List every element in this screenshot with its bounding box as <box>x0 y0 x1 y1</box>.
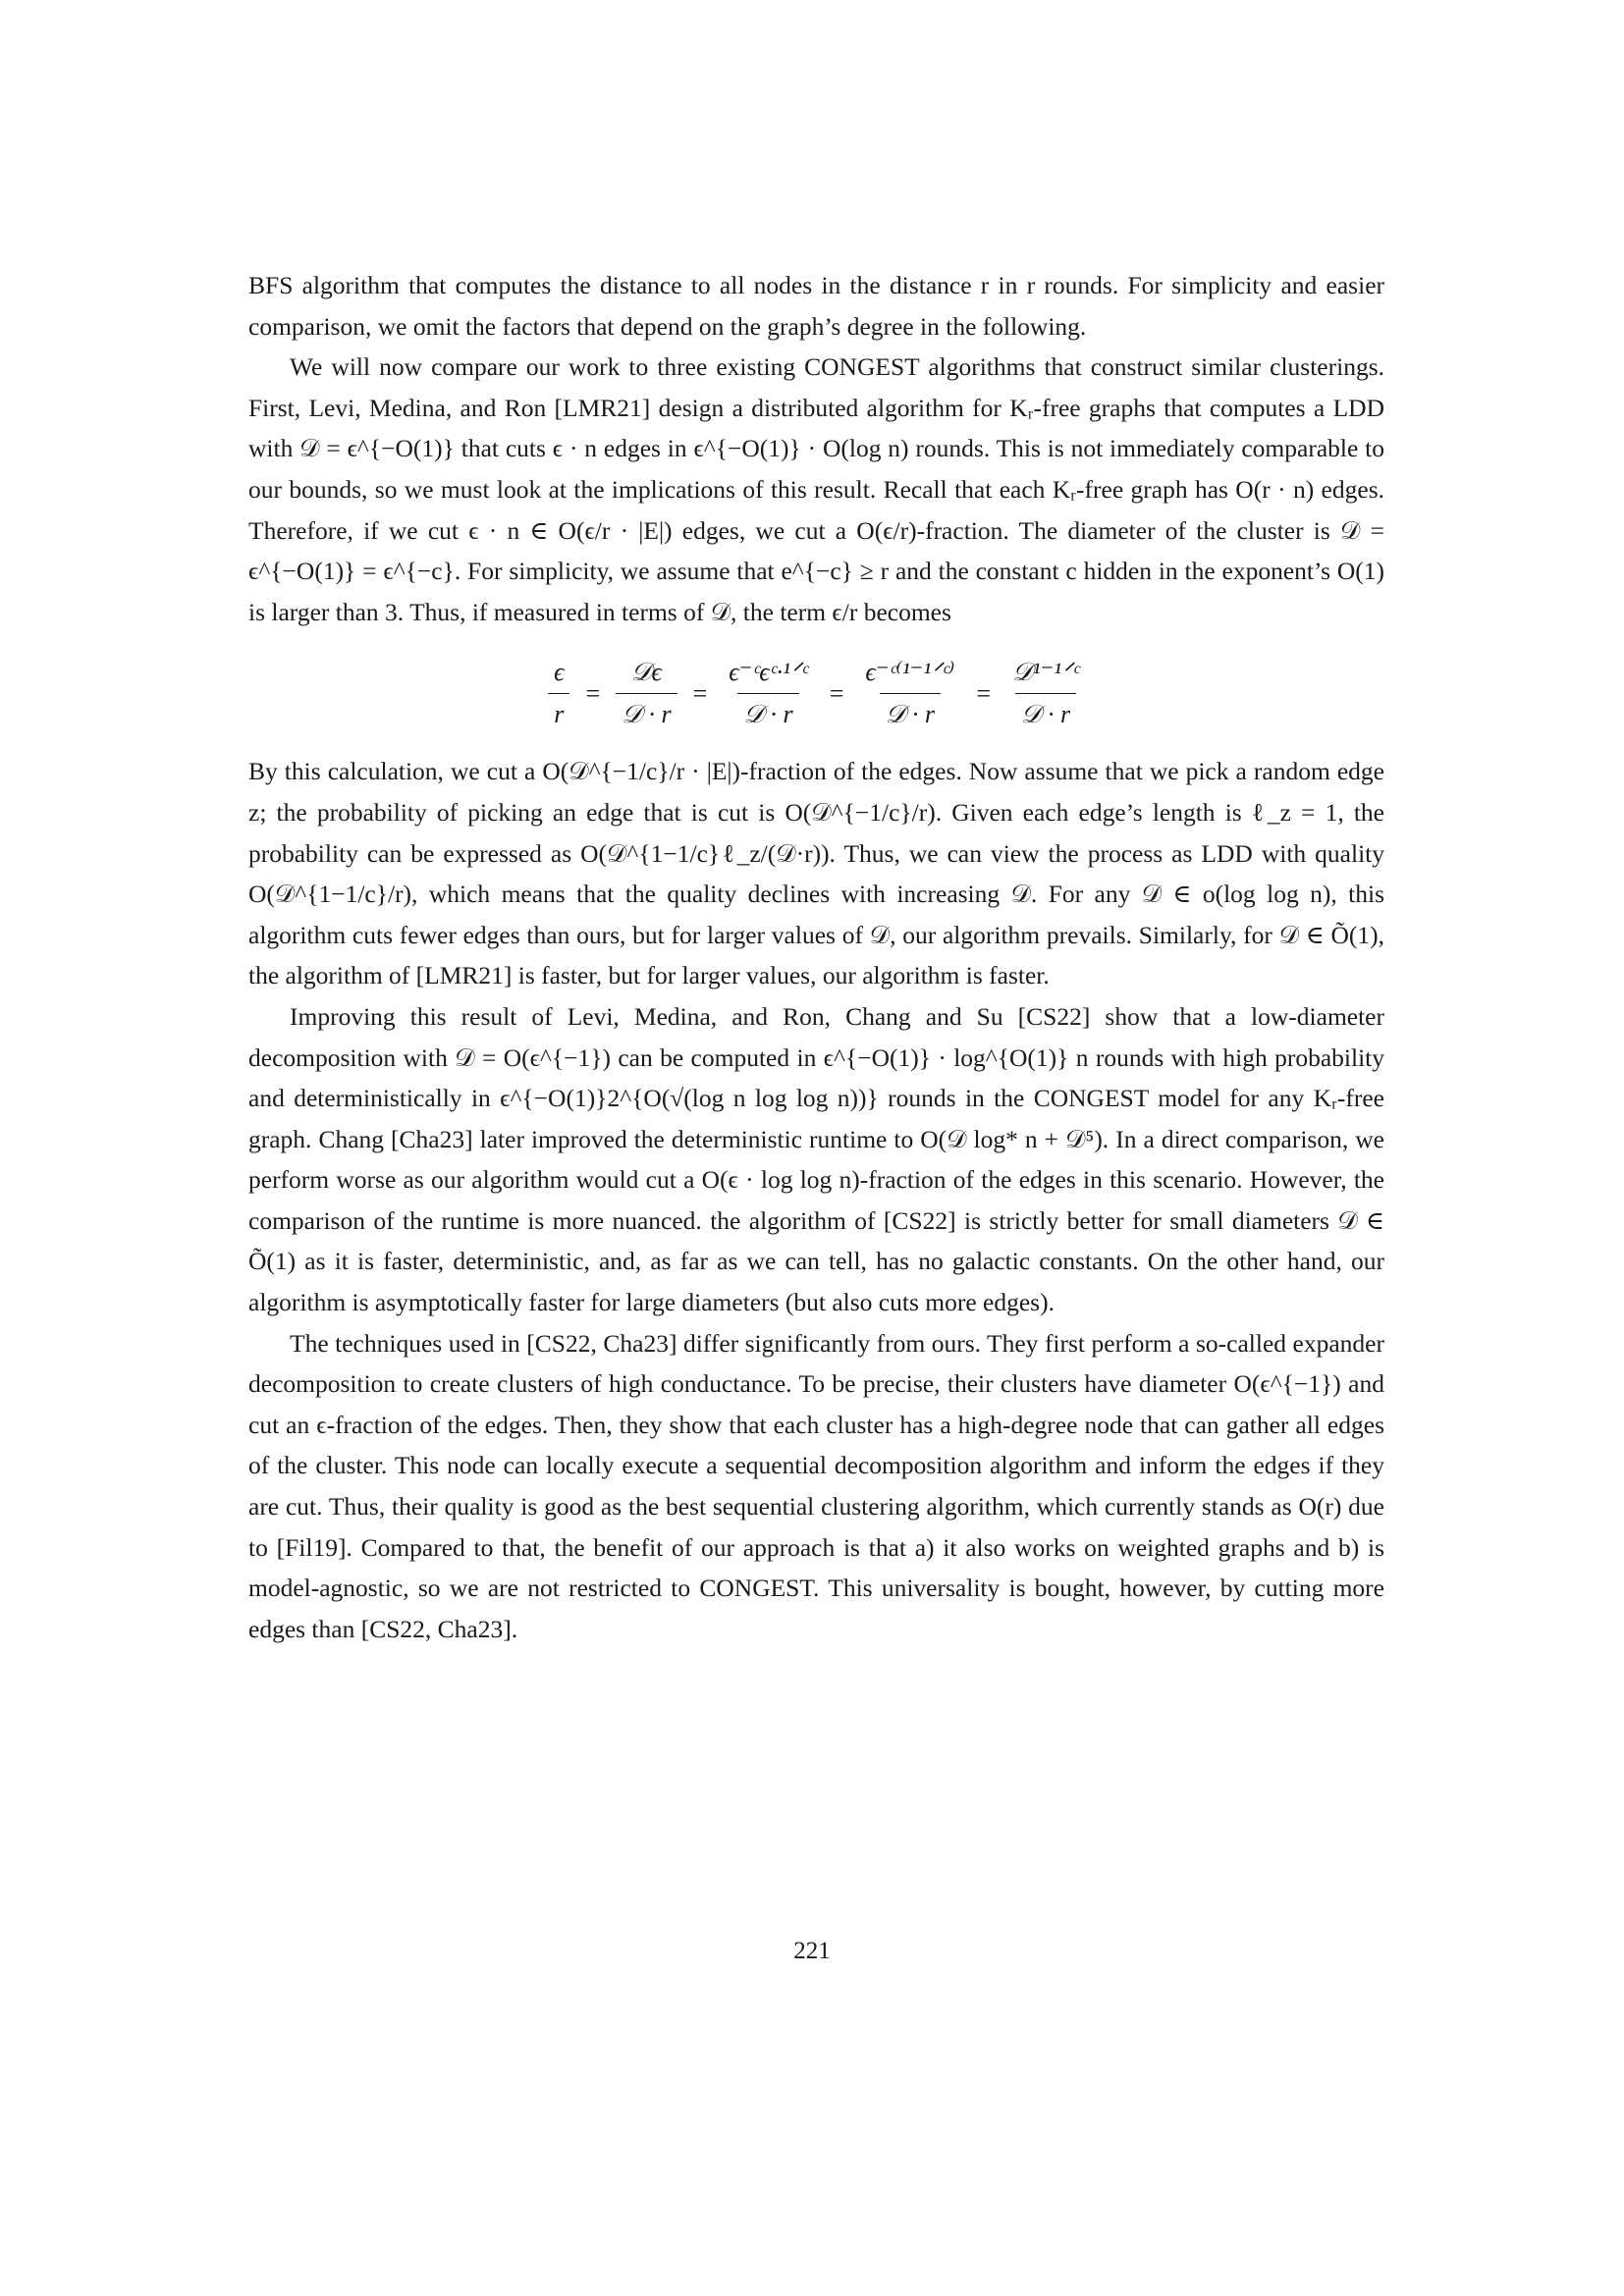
display-equation <box>248 656 1384 731</box>
eq-denominator: 𝒟 · r <box>880 693 941 731</box>
eq-numerator: ϵ <box>554 658 565 687</box>
paragraph-lmr21: We will now compare our work to three existing CONGEST algorithms that construct similar clusterings. First, Levi, Medina, and Ron [LMR21] design a distributed algorithm for Kᵣ-free graphs that computes a LDD with 𝒟 = ϵ^{−O(1)} that cuts ϵ · n edges in ϵ^{−O(1)} · O(log n) rounds. This is not immediately comparable to our bounds, so we must look at the implications of this result. Recall that each Kᵣ-free graph has O(r · n) edges. Therefore, if we cut ϵ · n ∈ O(ϵ/r · |E|) edges, we cut a O(ϵ/r)-fraction. The diameter of the cluster is 𝒟 = ϵ^{−O(1)} = ϵ^{−c}. For simplicity, we assume that e^{−c} ≥ r and the constant c hidden in the exponent’s O(1) is larger than 3. Thus, if measured in terms of 𝒟, the term ϵ/r becomes <box>248 352 1384 626</box>
paragraph-techniques: The techniques used in [CS22, Cha23] differ significantly from ours. They first perform a so-called expander decomposition to create clusters of high conductance. To be precise, their clusters have diameter O(ϵ^{−1}) and cut an ϵ-fraction of the edges. Then, they show that each cluster has a high-degree node that can gather all edges of the cluster. This node can locally execute a sequential decomposition algorithm and inform the edges if they are cut. Thus, their quality is good as the best sequential clustering algorithm, which currently stands as O(r) due to [Fil19]. Compared to that, the benefit of our approach is that a) it also works on weighted graphs and b) is model-agnostic, so we are not restricted to CONGEST. This universality is bought, however, by cutting more edges than [CS22, Cha23]. <box>248 1328 1384 1643</box>
eq-equals: = <box>829 679 844 709</box>
eq-equals: = <box>585 679 601 709</box>
eq-denominator: 𝒟 · r <box>1015 693 1076 731</box>
paragraph-cs22: Improving this result of Levi, Medina, and Ron, Chang and Su [CS22] show that a low-diameter decomposition with 𝒟 = O(ϵ^{−1}) can be computed in ϵ^{−O(1)} · log^{O(1)} n rounds with high probability and deterministically in ϵ^{−O(1)}2^{O(√(log n log log n))} rounds in the CONGEST model for any Kᵣ-free graph. Chang [Cha23] later improved the deterministic runtime to O(𝒟 log* n + 𝒟⁵). In a direct comparison, we perform worse as our algorithm would cut a O(ϵ · log log n)-fraction of the edges in this scenario. However, the comparison of the runtime is more nuanced. the algorithm of [CS22] is strictly better for small diameters 𝒟 ∈ Õ(1) as it is faster, deterministic, and, as far as we can tell, has no galactic constants. On the other hand, our algorithm is asymptotically faster for large diameters (but also cuts more edges). <box>248 1001 1384 1317</box>
eq-fraction-1 <box>548 656 569 731</box>
eq-equals: = <box>976 679 992 709</box>
eq-equals: = <box>692 679 708 709</box>
eq-numerator: 𝒟¹⁻¹ᐟᶜ <box>1012 658 1079 687</box>
paragraph-calculation: By this calculation, we cut a O(𝒟^{−1/c}/r · |E|)-fraction of the edges. Now assume that we pick a random edge z; the probability of picking an edge that is cut is O(𝒟^{−1/c}/r). Given each edge’s length is ℓ_z = 1, the probability can be expressed as O(𝒟^{1−1/c}ℓ_z/(𝒟·r)). Thus, we can view the process as LDD with quality O(𝒟^{1−1/c}/r), which means that the quality declines with increasing 𝒟. For any 𝒟 ∈ o(log log n), this algorithm cuts fewer edges than ours, but for larger values of 𝒟, our algorithm prevails. Similarly, for 𝒟 ∈ Õ(1), the algorithm of [LMR21] is faster, but for larger values, our algorithm is faster. <box>248 757 1384 990</box>
eq-fraction-4 <box>859 656 960 731</box>
eq-fraction-2 <box>616 656 677 731</box>
eq-fraction-3 <box>723 656 813 731</box>
eq-numerator: 𝒟ϵ <box>630 658 663 687</box>
eq-denominator: 𝒟 · r <box>616 693 677 731</box>
page-body <box>248 265 1384 1649</box>
paragraph-bfs: BFS algorithm that computes the distance to all nodes in the distance r in r rounds. For simplicity and easier comparison, we omit the factors that depend on the graph’s degree in the following. <box>248 271 1384 341</box>
eq-denominator: r <box>548 693 569 731</box>
eq-numerator: ϵ⁻ᶜϵᶜ·¹ᐟᶜ <box>729 658 808 687</box>
eq-numerator: ϵ⁻ᶜ⁽¹⁻¹ᐟᶜ⁾ <box>865 658 955 687</box>
page-number: 221 <box>793 1938 831 1964</box>
eq-fraction-5 <box>1006 656 1085 731</box>
eq-denominator: 𝒟 · r <box>737 693 798 731</box>
